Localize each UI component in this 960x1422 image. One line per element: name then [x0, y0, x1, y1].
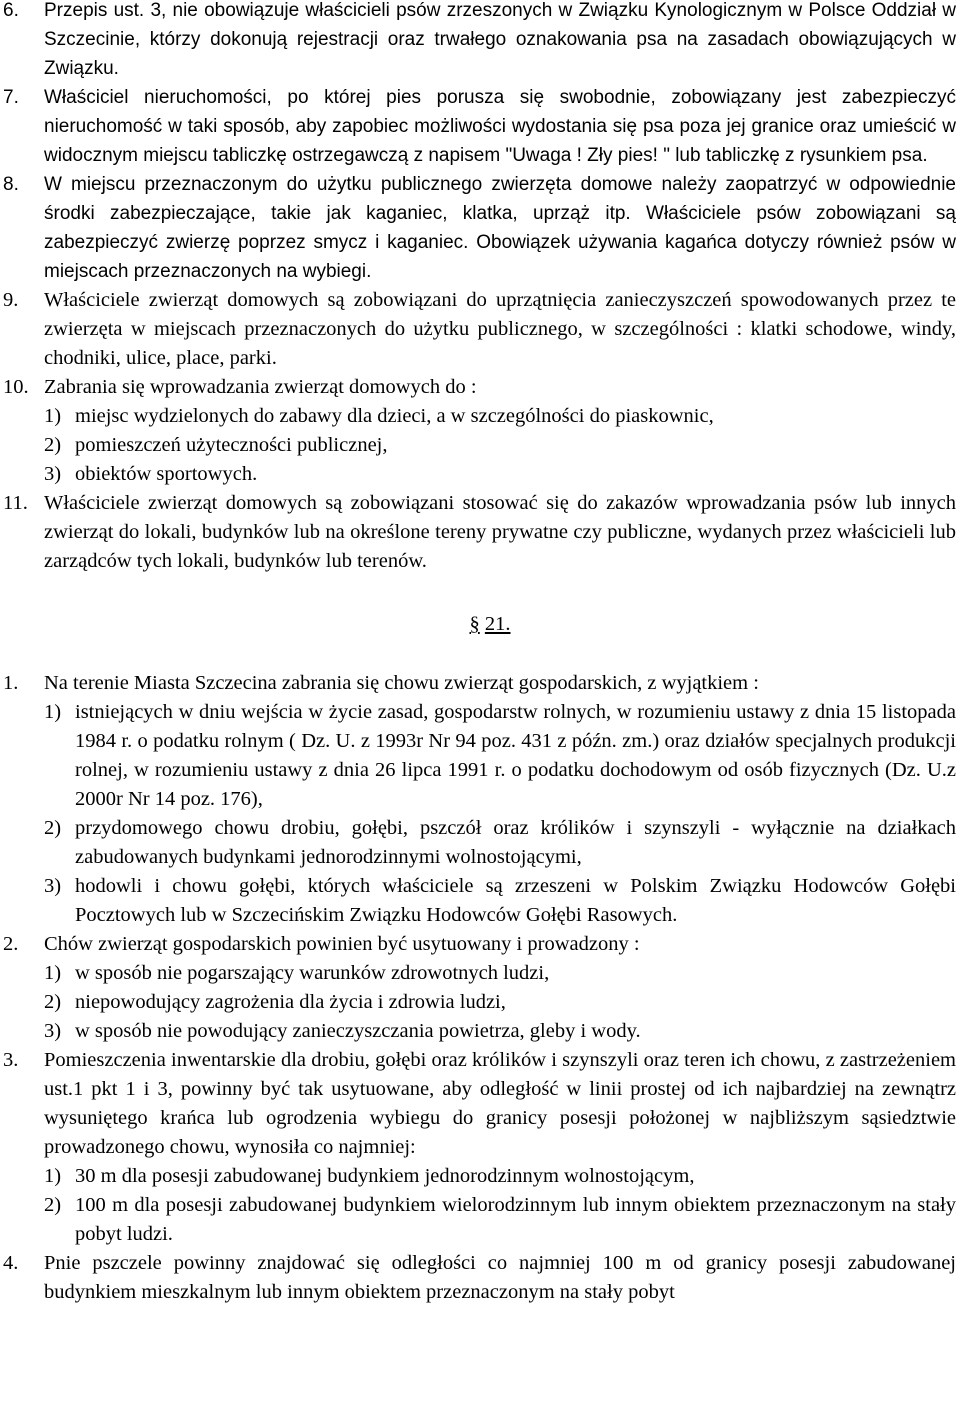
sub-item: [0, 988, 960, 1017]
paragraph-item-7: [0, 83, 960, 170]
sub-item-number: 1): [44, 701, 62, 723]
sub-item-number: 1): [44, 962, 62, 984]
item-number: 9.: [3, 289, 19, 311]
sub-item-text: w sposób nie pogarszający warunków zdrowotnych ludzi,: [75, 962, 550, 984]
item-number: 8.: [3, 174, 19, 195]
item-text: Chów zwierząt gospodarskich powinien być usytuowany i prowadzony :: [44, 933, 640, 955]
item-number: 10.: [3, 376, 29, 398]
sub-item-number: 3): [44, 1020, 62, 1042]
paragraph-item-1: [0, 669, 960, 698]
sub-item: [0, 431, 960, 460]
item-number: 7.: [3, 87, 19, 108]
paragraph-item-9: [0, 286, 960, 373]
sub-item-text: 100 m dla posesji zabudowanej budynkiem wielorodzinnym lub innym obiektem przeznaczonym na stały pobyt ludzi.: [75, 1194, 956, 1245]
sub-item: [0, 872, 960, 930]
paragraph-item-11: [0, 489, 960, 576]
sub-item-number: 2): [44, 1194, 62, 1216]
sub-item-number: 1): [44, 1165, 62, 1187]
item-text: Właściciel nieruchomości, po której pies porusza się swobodnie, zobowiązany jest zabezpieczyć nieruchomość w taki sposób, aby zapobiec możliwości wydostania się psa poza jej granice oraz umieścić w widocznym miejscu tabliczkę ostrzegawczą z napisem "Uwaga ! Zły pies! " lub tabliczkę z rysunkiem psa.: [44, 87, 956, 166]
sub-item-text: w sposób nie powodujący zanieczyszczania powietrza, gleby i wody.: [75, 1020, 641, 1042]
item-number: 11.: [3, 492, 28, 514]
sub-item-text: miejsc wydzielonych do zabawy dla dzieci, a w szczególności do piaskownic,: [75, 405, 714, 427]
sub-item-text: istniejących w dniu wejścia w życie zasad, gospodarstw rolnych, w rozumieniu ustawy z dnia 15 listopada 1984 r. o podatku rolnym ( Dz. U. z 1993r Nr 94 poz. 431 z późn. zm.) oraz działów specjalnych produkcji rolnej, w rozumieniu ustawy z dnia 26 lipca 1991 r. o podatku dochodowym od osób fizycznych (Dz. U.z 2000r Nr 14 poz. 176),: [75, 701, 956, 810]
paragraph-item-4: [0, 1249, 960, 1307]
sub-item: [0, 959, 960, 988]
paragraph-item-6: [0, 0, 960, 83]
sub-item-text: niepowodujący zagrożenia dla życia i zdrowia ludzi,: [75, 991, 506, 1013]
item-number: 3.: [3, 1049, 19, 1071]
sub-item-text: 30 m dla posesji zabudowanej budynkiem jednorodzinnym wolnostojącym,: [75, 1165, 695, 1187]
item-text: Na terenie Miasta Szczecina zabrania się chowu zwierząt gospodarskich, z wyjątkiem :: [44, 672, 759, 694]
sub-item-text: hodowli i chowu gołębi, których właściciele są zrzeszeni w Polskim Związku Hodowców Gołębi Pocztowych lub w Szczecińskim Związku Hodowców Gołębi Rasowych.: [75, 875, 956, 926]
sub-item-number: 3): [44, 875, 62, 897]
paragraph-item-2: [0, 930, 960, 959]
paragraph-item-10: [0, 373, 960, 402]
sub-item-text: obiektów sportowych.: [75, 463, 258, 485]
sub-item: [0, 402, 960, 431]
item-number: 1.: [3, 672, 19, 694]
item-text: Pomieszczenia inwentarskie dla drobiu, gołębi oraz królików i szynszyli oraz teren ich chowu, z zastrzeżeniem ust.1 pkt 1 i 3, powinny być tak usytuowane, aby odległość w linii prostej od ich najbardziej na zewnątrz wysuniętego krańca lub ogrodzenia wybiegu do granicy posesji położonej w najbliższym sąsiedztwie prowadzonego chowu, wynosiła co najmniej:: [44, 1049, 956, 1158]
item-number: 2.: [3, 933, 19, 955]
item-text: Właściciele zwierząt domowych są zobowiązani do uprzątnięcia zanieczyszczeń spowodowanych przez te zwierzęta w miejscach przeznaczonych do użytku publicznego, w szczególności : klatki schodowe, windy, chodniki, ulice, place, parki.: [44, 289, 956, 369]
sub-item-number: 3): [44, 463, 62, 485]
sub-item-number: 2): [44, 434, 62, 456]
item-text: Zabrania się wprowadzania zwierząt domowych do :: [44, 376, 477, 398]
paragraph-item-8: [0, 170, 960, 286]
bottom-list: [0, 669, 960, 1307]
item-number: 4.: [3, 1252, 19, 1274]
sub-item: [0, 1191, 960, 1249]
item-text: Pnie pszczele powinny znajdować się odległości co najmniej 100 m od granicy posesji zabudowanej budynkiem mieszkalnym lub innym obiektem przeznaczonym na stały pobyt: [44, 1252, 956, 1303]
item-text: Właściciele zwierząt domowych są zobowiązani stosować się do zakazów wprowadzania psów lub innych zwierząt do lokali, budynków lub na określone tereny prywatne czy publiczne, wydanych przez właścicieli lub zarządców tych lokali, budynków lub terenów.: [44, 492, 956, 572]
sub-item-number: 2): [44, 817, 62, 839]
section-number: 21.: [484, 613, 511, 635]
section-symbol: §: [469, 613, 480, 635]
sub-item: [0, 1162, 960, 1191]
paragraph-item-3: [0, 1046, 960, 1162]
sub-item: [0, 460, 960, 489]
sub-item: [0, 814, 960, 872]
sub-item-number: 1): [44, 405, 62, 427]
item-number: 6.: [3, 0, 19, 21]
top-list: [0, 0, 960, 576]
section-heading: [0, 610, 960, 639]
sub-item-number: 2): [44, 991, 62, 1013]
item-text: W miejscu przeznaczonym do użytku publicznego zwierzęta domowe należy zaopatrzyć w odpowiednie środki zabezpieczające, takie jak kaganiec, klatka, uprząż itp. Właściciele psów zobowiązani są zabezpieczyć zwierzę poprzez smycz i kaganiec. Obowiązek używania kagańca dotyczy również psów w miejscach przeznaczonych na wybiegi.: [44, 174, 956, 282]
sub-item-text: pomieszczeń użyteczności publicznej,: [75, 434, 388, 456]
item-text: Przepis ust. 3, nie obowiązuje właścicieli psów zrzeszonych w Związku Kynologicznym w Polsce Oddział w Szczecinie, którzy dokonują rejestracji oraz trwałego oznakowania psa na zasadach obowiązujących w Związku.: [44, 0, 956, 79]
sub-item: [0, 698, 960, 814]
sub-item: [0, 1017, 960, 1046]
sub-item-text: przydomowego chowu drobiu, gołębi, pszczół oraz królików i szynszyli - wyłącznie na działkach zabudowanych budynkami jednorodzinnymi wolnostojącymi,: [75, 817, 956, 868]
